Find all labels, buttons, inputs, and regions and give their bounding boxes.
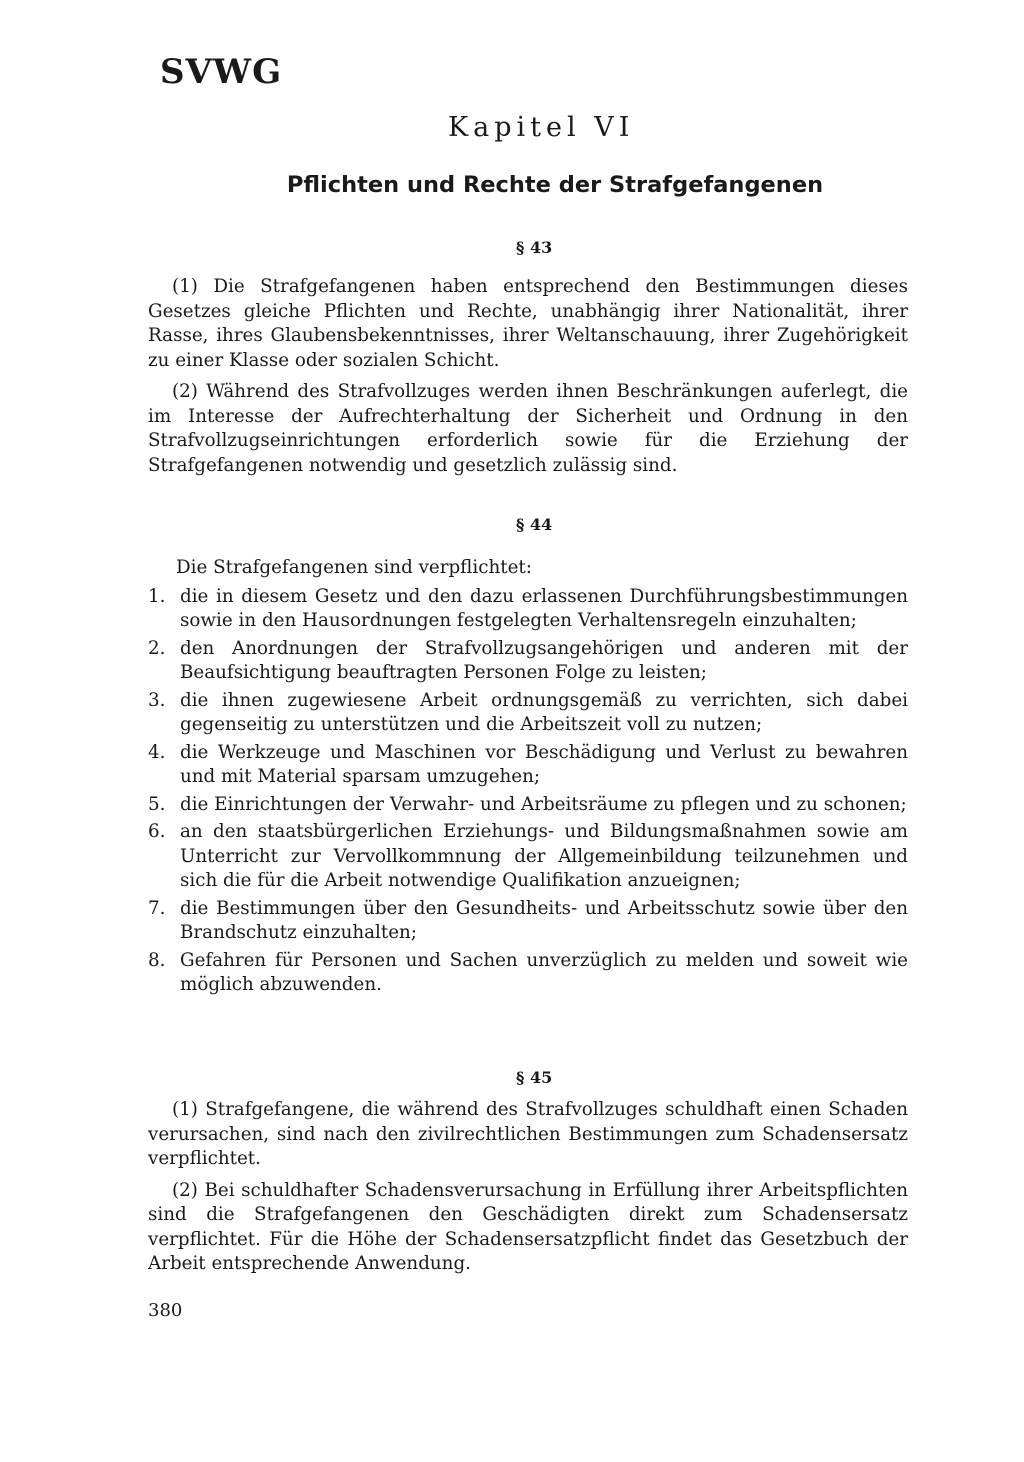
law-abbreviation: SVWG (160, 52, 283, 92)
list-item-number: 2. (148, 637, 166, 659)
section-43-body (148, 275, 908, 485)
section-45-paragraph-1: (1) Strafgefangene, die während des Strafvollzuges schuldhaft einen Schaden verursachen, sind nach den zivilrechtlichen Bestimmungen zum Schadensersatz verpflichtet. (148, 1099, 908, 1169)
list-item-text: die Einrichtungen der Verwahr- und Arbeitsräume zu pflegen und zu schonen; (180, 793, 907, 815)
list-item (148, 793, 908, 818)
section-43-heading: § 43 (516, 238, 553, 257)
list-item (148, 689, 908, 738)
chapter-heading: Kapitel VI (448, 112, 635, 143)
section-44-heading: § 44 (516, 515, 553, 534)
page-number: 380 (148, 1300, 183, 1321)
list-item-number: 3. (148, 689, 166, 711)
list-item-number: 7. (148, 897, 166, 919)
list-item-text: die ihnen zugewiesene Arbeit ordnungsgemäß zu verrichten, sich dabei gegenseitig zu unterstützen und die Arbeitszeit voll zu nutzen; (180, 689, 908, 735)
list-item (148, 897, 908, 946)
section-45-paragraph-2: (2) Bei schuldhafter Schadensverursachung in Erfüllung ihrer Arbeitspflichten sind die Strafgefangenen den Geschädigten direkt zum Schadensersatz verpflichtet. Für die Höhe der Schadensersatzpflicht findet das Gesetzbuch der Arbeit entsprechende Anwendung. (148, 1179, 908, 1274)
list-item (148, 949, 908, 998)
list-item-number: 8. (148, 949, 166, 971)
list-item (148, 585, 908, 634)
obligations-list (148, 585, 908, 998)
list-item-number: 5. (148, 793, 166, 815)
list-item-number: 1. (148, 585, 166, 607)
list-item-text: den Anordnungen der Strafvollzugsangehörigen und anderen mit der Beaufsichtigung beauftragten Personen Folge zu leisten; (180, 637, 908, 683)
list-item-number: 4. (148, 741, 166, 763)
list-item-text: an den staatsbürgerlichen Erziehungs- und Bildungsmaßnahmen sowie am Unterricht zur Vervollkommnung der Allgemeinbildung teilzunehmen und sich die für die Arbeit notwendige Qualifikation anzueignen; (180, 821, 908, 891)
chapter-title: Pflichten und Rechte der Strafgefangenen (286, 172, 824, 198)
section-43-paragraph-1: (1) Die Strafgefangenen haben entsprechend den Bestimmungen dieses Gesetzes gleiche Pflichten und Rechte, unabhängig ihrer Nationalität, ihrer Rasse, ihres Glaubensbekenntnisses, ihrer Weltanschauung, ihrer Zugehörigkeit zu einer Klasse oder sozialen Schicht. (148, 276, 908, 371)
list-item (148, 820, 908, 894)
section-45-body (148, 1098, 908, 1284)
list-item (148, 741, 908, 790)
list-item-text: die Bestimmungen über den Gesundheits- und Arbeitsschutz sowie über den Brandschutz einzuhalten; (180, 897, 908, 943)
section-45-heading: § 45 (516, 1068, 553, 1087)
section-44-intro: Die Strafgefangenen sind verpflichtet: (176, 557, 532, 578)
section-43-paragraph-2: (2) Während des Strafvollzuges werden ihnen Beschränkungen auferlegt, die im Interesse der Aufrechterhaltung der Sicherheit und Ordnung in den Strafvollzugseinrichtungen erforderlich sowie für die Erziehung der Strafgefangenen notwendig und gesetzlich zulässig sind. (148, 381, 908, 476)
list-item-text: die Werkzeuge und Maschinen vor Beschädigung und Verlust zu bewahren und mit Material sparsam umzugehen; (180, 741, 908, 787)
list-item-text: Gefahren für Personen und Sachen unverzüglich zu melden und soweit wie möglich abzuwenden. (180, 949, 908, 995)
list-item-text: die in diesem Gesetz und den dazu erlassenen Durchführungsbestimmungen sowie in den Hausordnungen festgelegten Verhaltensregeln einzuhalten; (180, 585, 908, 631)
list-item-number: 6. (148, 821, 166, 842)
section-44-body (148, 556, 908, 1001)
list-item (148, 637, 908, 686)
